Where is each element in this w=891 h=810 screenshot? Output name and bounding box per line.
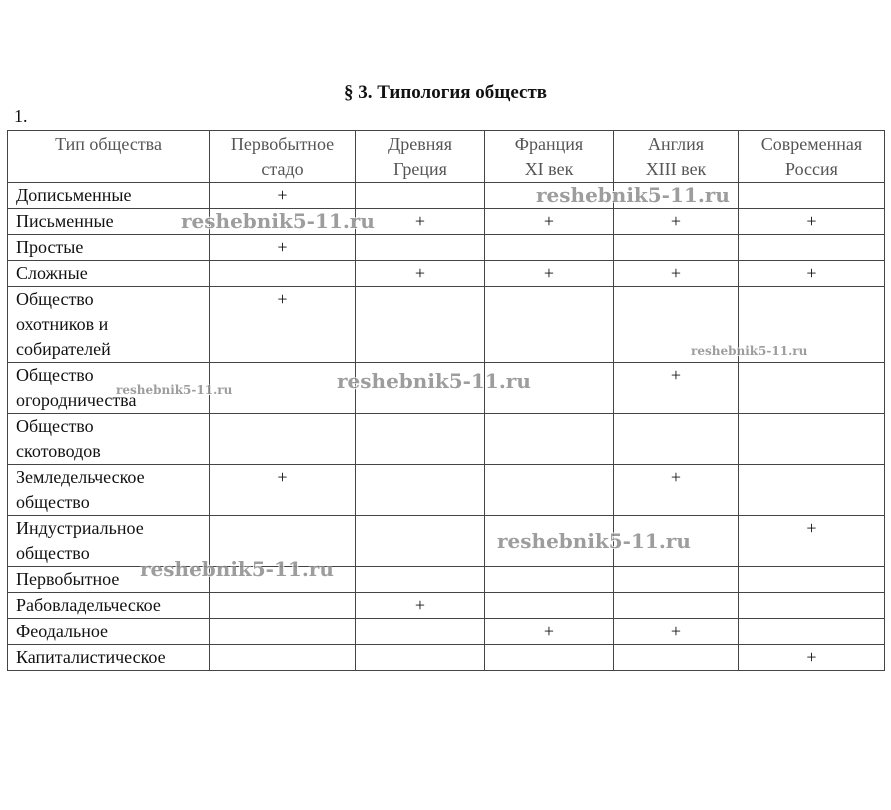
typology-table <box>7 130 885 671</box>
column-header-line: Первобытное <box>230 134 335 154</box>
column-header <box>485 131 614 183</box>
row-label <box>8 516 210 567</box>
table-cell: + <box>739 261 885 287</box>
table-cell <box>485 235 614 261</box>
row-label <box>8 593 210 619</box>
table-cell <box>210 567 356 593</box>
table-cell <box>739 183 885 209</box>
row-label <box>8 183 210 209</box>
row-label <box>8 567 210 593</box>
row-label-line: Рабовладельческое <box>16 595 161 615</box>
column-header <box>8 131 210 183</box>
table-cell <box>739 593 885 619</box>
table-cell: + <box>739 645 885 671</box>
table-body <box>8 183 885 671</box>
watermark: reshebnik5-11.ru <box>536 183 730 207</box>
watermark: reshebnik5-11.ru <box>181 209 375 233</box>
table-cell <box>614 235 739 261</box>
table-cell: + <box>614 619 739 645</box>
table-cell: + <box>356 261 485 287</box>
row-label <box>8 645 210 671</box>
column-header-line: XIII век <box>645 159 707 179</box>
table-cell <box>614 287 739 363</box>
table-cell <box>356 363 485 414</box>
table-cell <box>739 619 885 645</box>
row-label-line: Общество <box>16 289 94 309</box>
table-cell <box>614 593 739 619</box>
table-cell: + <box>356 593 485 619</box>
table-cell <box>210 619 356 645</box>
row-label-line: Письменные <box>16 211 114 231</box>
column-header <box>739 131 885 183</box>
table-cell <box>485 516 614 567</box>
column-header-line: Древняя <box>388 134 452 154</box>
column-header-line: Англия <box>648 134 704 154</box>
row-label-line: общество <box>16 492 90 512</box>
column-header-line: XI век <box>524 159 574 179</box>
table-cell <box>739 363 885 414</box>
row-label <box>8 363 210 414</box>
table-row <box>8 183 885 209</box>
table-cell: + <box>210 465 356 516</box>
table-row <box>8 465 885 516</box>
table-cell: + <box>614 261 739 287</box>
table-cell: + <box>356 209 485 235</box>
row-label <box>8 465 210 516</box>
table-cell <box>614 645 739 671</box>
row-label-line: собирателей <box>16 339 111 359</box>
table-cell <box>356 619 485 645</box>
table-cell: + <box>485 261 614 287</box>
row-label-line: Общество <box>16 365 94 385</box>
table-cell <box>485 183 614 209</box>
table-cell <box>485 593 614 619</box>
table-cell <box>210 209 356 235</box>
column-header-line: стадо <box>261 159 304 179</box>
column-header-line: Тип общества <box>55 134 162 154</box>
row-label-line: общество <box>16 543 90 563</box>
row-label-line: скотоводов <box>16 441 101 461</box>
watermark: reshebnik5-11.ru <box>691 344 808 358</box>
table-cell <box>485 567 614 593</box>
table-cell <box>739 235 885 261</box>
table-row <box>8 235 885 261</box>
table-row <box>8 414 885 465</box>
table-cell: + <box>739 209 885 235</box>
table-cell <box>356 645 485 671</box>
row-label-line: Капиталистическое <box>16 647 166 667</box>
table-cell <box>356 414 485 465</box>
column-header-line: Греция <box>393 159 447 179</box>
table-cell <box>356 287 485 363</box>
table-cell: + <box>614 363 739 414</box>
table-cell <box>210 645 356 671</box>
table-cell <box>210 593 356 619</box>
column-header-line: Современная <box>760 134 863 154</box>
table-cell: + <box>485 619 614 645</box>
row-label-line: Общество <box>16 416 94 436</box>
row-label-line: Индустриальное <box>16 518 144 538</box>
column-header-line: Россия <box>785 159 838 179</box>
row-label <box>8 261 210 287</box>
table-row <box>8 261 885 287</box>
table-cell: + <box>614 465 739 516</box>
row-label-line: Дописьменные <box>16 185 132 205</box>
table-cell <box>739 567 885 593</box>
table-cell <box>614 183 739 209</box>
table-header <box>8 131 885 183</box>
column-header <box>614 131 739 183</box>
row-label <box>8 414 210 465</box>
table-cell <box>485 645 614 671</box>
row-label <box>8 209 210 235</box>
row-label <box>8 287 210 363</box>
row-label <box>8 619 210 645</box>
watermark: reshebnik5-11.ru <box>497 529 691 553</box>
table-row <box>8 567 885 593</box>
table-cell: + <box>210 183 356 209</box>
table-row <box>8 287 885 363</box>
table-cell <box>485 363 614 414</box>
row-label-line: Первобытное <box>16 569 120 589</box>
row-label-line: Простые <box>16 237 84 257</box>
table-row <box>8 645 885 671</box>
watermark: reshebnik5-11.ru <box>140 557 334 581</box>
table-cell: + <box>739 516 885 567</box>
header-row <box>8 131 885 183</box>
table-cell: + <box>210 287 356 363</box>
table-row <box>8 619 885 645</box>
table-cell <box>614 414 739 465</box>
table-cell <box>614 567 739 593</box>
table-cell <box>210 516 356 567</box>
watermark: reshebnik5-11.ru <box>116 383 233 397</box>
page-title: § 3. Типология обществ <box>343 82 548 103</box>
column-header <box>356 131 485 183</box>
table-cell <box>485 414 614 465</box>
column-header <box>210 131 356 183</box>
table-cell <box>356 183 485 209</box>
row-label-line: Сложные <box>16 263 88 283</box>
table-cell: + <box>614 209 739 235</box>
row-label-line: Земледельческое <box>16 467 145 487</box>
table-cell: + <box>485 209 614 235</box>
row-label <box>8 235 210 261</box>
table-cell <box>739 465 885 516</box>
table-cell <box>485 287 614 363</box>
table-row <box>8 593 885 619</box>
table-row <box>8 209 885 235</box>
row-label-line: Феодальное <box>16 621 109 641</box>
watermark: reshebnik5-11.ru <box>337 369 531 393</box>
table-cell <box>210 363 356 414</box>
table-cell <box>739 287 885 363</box>
row-label-line: огородничества <box>16 390 137 410</box>
table-cell <box>356 465 485 516</box>
table-cell <box>356 516 485 567</box>
table-cell <box>356 567 485 593</box>
table-cell <box>614 516 739 567</box>
table-cell <box>356 235 485 261</box>
row-label-line: охотников и <box>16 314 109 334</box>
table-cell <box>485 465 614 516</box>
table-cell <box>210 261 356 287</box>
column-header-line: Франция <box>514 134 584 154</box>
table-row <box>8 516 885 567</box>
table-cell: + <box>210 235 356 261</box>
table-cell <box>210 414 356 465</box>
table-row <box>8 363 885 414</box>
table-cell <box>739 414 885 465</box>
task-number: 1. <box>14 106 28 126</box>
